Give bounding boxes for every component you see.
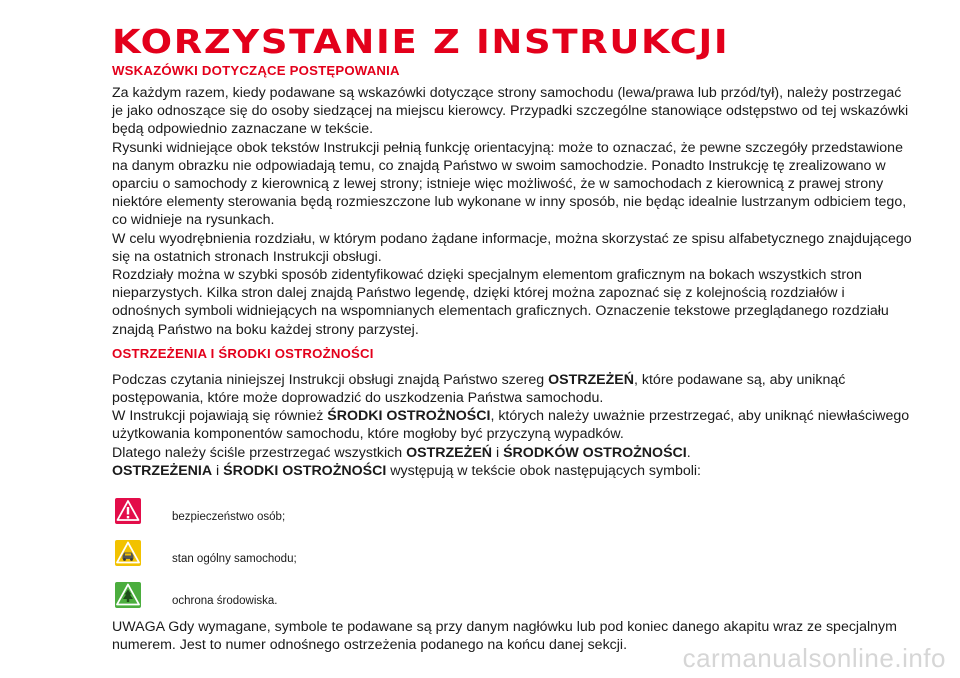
- symbol-label: ochrona środowiska.: [172, 595, 278, 608]
- note-paragraph: UWAGA Gdy wymagane, symbole te podawane są przy danym nagłówku lub pod koniec danego akapitu wraz ze specjalnym numerem. Jest to numer odnośnego ostrzeżenia podanego na końcu danej sekcji.: [112, 619, 897, 654]
- paragraph-symbols-intro: [112, 462, 912, 480]
- bold-term-precautions: ŚRODKÓW OSTROŻNOŚCI: [503, 444, 687, 461]
- paragraph-alphabetical-index: W celu wyodrębnienia rozdziału, w którym podano żądane informacje, można skorzystać ze spisu alfabetycznego znajdującego się na ostatnich stronach Instrukcji obsługi.: [112, 230, 912, 265]
- text: , których należy uważnie przestrzegać, aby uniknąć niewłaściwego użytkowania komponentów samochodu, które mogłoby być przyczyną wypadków.: [112, 408, 910, 443]
- bold-term-precautions: ŚRODKI OSTROŻNOŚCI: [223, 462, 387, 479]
- symbol-label: stan ogólny samochodu;: [172, 553, 297, 566]
- text: i: [212, 462, 224, 479]
- symbol-label: bezpieczeństwo osób;: [172, 511, 286, 524]
- text: Podczas czytania niniejszej Instrukcji obsługi znajdą Państwo szereg: [112, 371, 549, 388]
- bold-term-warnings: OSTRZEŻENIA: [112, 462, 213, 479]
- bold-term-warnings: OSTRZEŻEŃ: [548, 371, 635, 388]
- paragraph-illustrations: Rysunki widniejące obok tekstów Instrukcji pełnią funkcję orientacyjną: może to oznaczać, że pewne szczegóły przedstawione na danym obrazku nie odpowiadają temu, co znajdą Państwo w swoim samochodzie. Ponadto Instrukcję tę zrealizowano w oparciu o samochody z kierownicą z lewej strony; istnieje więc możliwość, że w samochodach z kierownicą z prawej strony niektóre elementy sterowania będą rozmieszczone lub wykonane w inny sposób, nie będąc idealnie lustrzanym odbiciem tego, co widnieje na rysunkach.: [112, 139, 907, 229]
- section-heading-guidance: WSKAZÓWKI DOTYCZĄCE POSTĘPOWANIA: [112, 63, 400, 78]
- symbol-legend: [112, 490, 912, 616]
- page-title: KORZYSTANIE Z INSTRUKCJI: [112, 22, 730, 61]
- watermark: carmanualsonline.info: [682, 643, 946, 673]
- paragraph-precautions-intro: [112, 407, 912, 443]
- environment-protection-icon: [114, 581, 142, 609]
- bold-term-warnings: OSTRZEŻEŃ: [406, 444, 493, 461]
- text: występują w tekście obok następujących symboli:: [386, 462, 701, 479]
- text: Dlatego należy ściśle przestrzegać wszystkich: [112, 444, 407, 461]
- text: , które podawane są, aby uniknąć postępowania, które może doprowadzić do uszkodzenia Państwa samochodu.: [112, 371, 846, 407]
- text: W Instrukcji pojawiają się również: [112, 408, 328, 425]
- section-heading-warnings: OSTRZEŻENIA I ŚRODKI OSTROŻNOŚCI: [112, 345, 374, 361]
- text: .: [686, 444, 691, 461]
- paragraph-observe-all: [112, 444, 912, 462]
- text: i: [492, 444, 504, 461]
- symbol-row-person-safety: [112, 490, 912, 532]
- paragraph-warnings-intro: [112, 371, 912, 407]
- bold-term-precautions: ŚRODKI OSTROŻNOŚCI: [327, 408, 491, 425]
- symbol-row-vehicle-condition: [112, 532, 912, 574]
- vehicle-condition-warning-icon: [114, 539, 142, 567]
- paragraph-side-orientation: Za każdym razem, kiedy podawane są wskazówki dotyczące strony samochodu (lewa/prawa lub przód/tył), należy postrzegać je jako odnoszące się do osoby siedzącej na miejscu kierowcy. Przypadki szczególne stanowiące odstępstwo od tej wskazówki będą odpowiednio zaznaczane w tekście.: [112, 85, 909, 138]
- symbol-row-environment: [112, 574, 912, 616]
- paragraph-chapter-identification: Rozdziały można w szybki sposób zidentyfikować dzięki specjalnym elementom graficznym na bokach wszystkich stron nieparzystych. Kilka stron dalej znajdą Państwo legendę, dzięki której można zapoznać się z kolejnością rozdziałów i odnośnych symboli widniejących na wspomnianych elementach graficznych. Oznaczenie tekstowe przeglądanego rozdziału znajdą Państwo na boku każdej strony parzystej.: [112, 267, 889, 338]
- manual-page: [112, 22, 912, 654]
- person-safety-warning-icon: [114, 497, 142, 525]
